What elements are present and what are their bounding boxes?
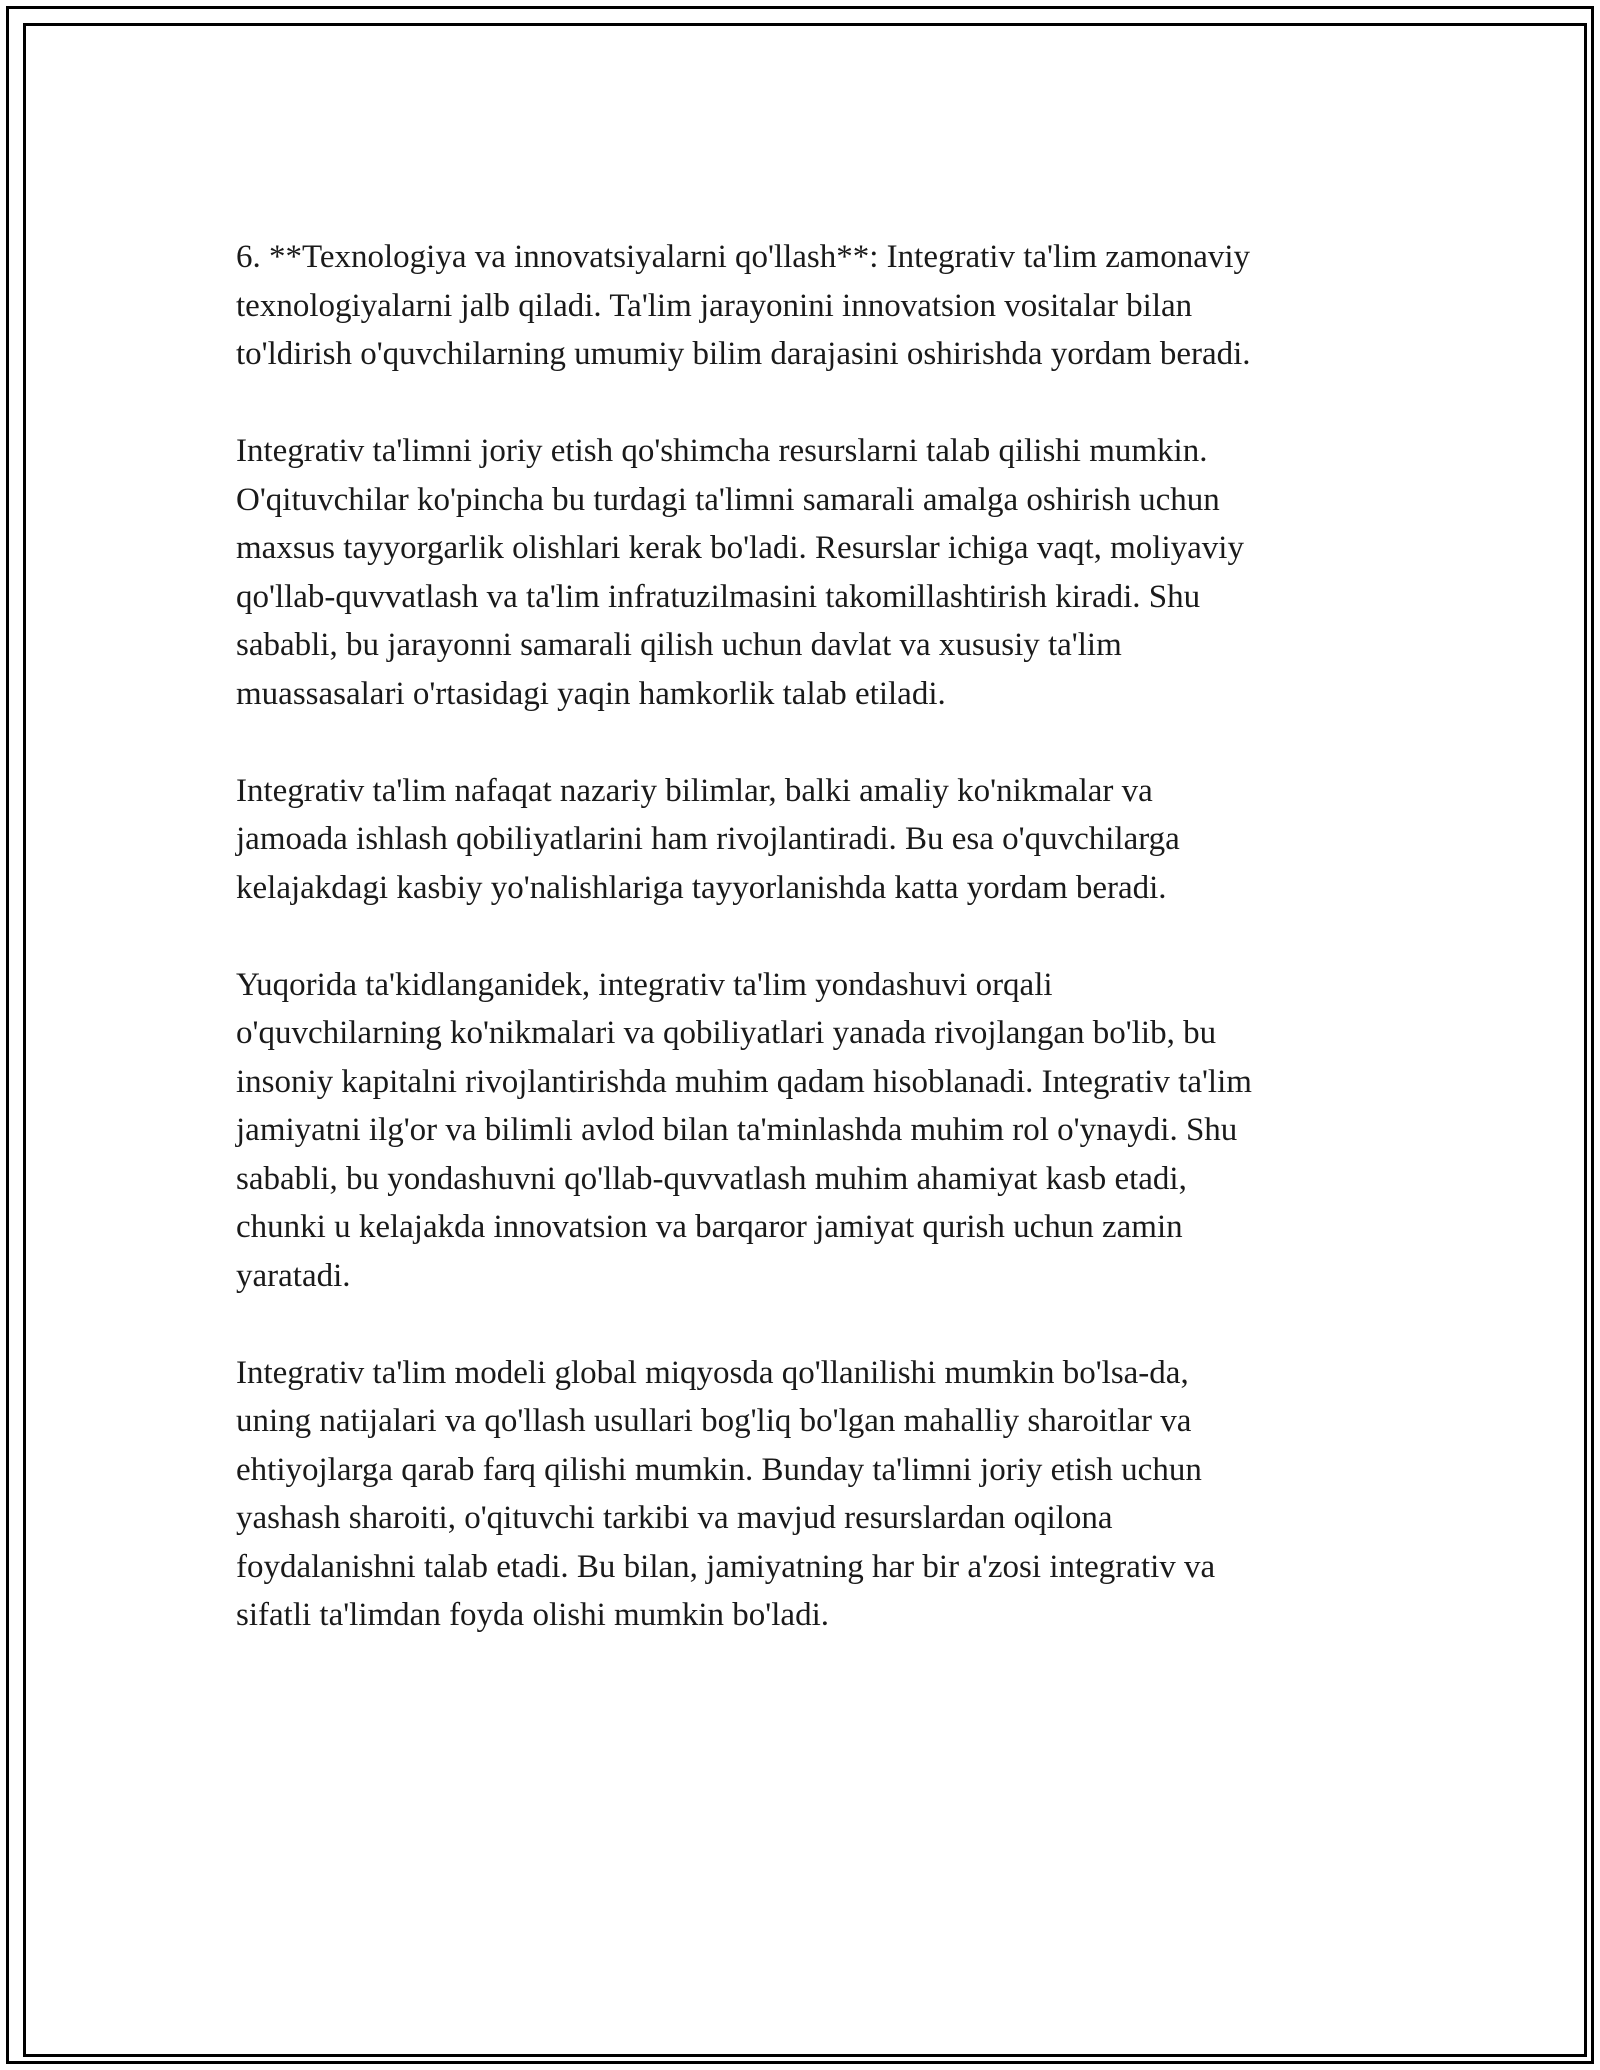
- paragraph-practical-skills: Integrativ ta'lim nafaqat nazariy bilimlar, balki amaliy ko'nikmalar va jamoada ishlash qobiliyatlarini ham rivojlantiradi. Bu esa o'quvchilarga kelajakdagi kasbiy yo'nalishlariga tayyorlanishda katta yordam beradi.: [236, 772, 1180, 906]
- paragraph-resources: Integrativ ta'limni joriy etish qo'shimcha resurslarni talab qilishi mumkin. O'qituvchilar ko'pincha bu turdagi ta'limni samarali amalga oshirish uchun maxsus tayyorgarlik olishlari kerak bo'ladi. Resurslar ichiga vaqt, moliyaviy qo'llab-quvvatlash va ta'lim infratuzilmasini takomillashtirish kiradi. Shu sababli, bu jarayonni samarali qilish uchun davlat va xususiy ta'lim muassasalari o'rtasidagi yaqin hamkorlik talab etiladi.: [236, 433, 1244, 712]
- paragraph-human-capital: Yuqorida ta'kidlanganidek, integrativ ta'lim yondashuvi orqali o'quvchilarning ko'nikmalari va qobiliyatlari yanada rivojlangan bo'lib, bu insoniy kapitalni rivojlantirishda muhim qadam hisoblanadi. Integrativ ta'lim jamiyatni ilg'or va bilimli avlod bilan ta'minlashda muhim rol o'ynaydi. Shu sababli, bu yondashuvni qo'llab-quvvatlash muhim ahamiyat kasb etadi, chunki u kelajakda innovatsion va barqaror jamiyat qurish uchun zamin yaratadi.: [236, 966, 1252, 1294]
- paragraph-global-model: Integrativ ta'lim modeli global miqyosda qo'llanilishi mumkin bo'lsa-da, uning natijalari va qo'llash usullari bog'liq bo'lgan mahalliy sharoitlar va ehtiyojlarga qarab farq qilishi mumkin. Bunday ta'limni joriy etish uchun yashash sharoiti, o'qituvchi tarkibi va mavjud resurslardan oqilona foydalanishni talab etadi. Bu bilan, jamiyatning har bir a'zosi integrativ va sifatli ta'limdan foyda olishi mumkin bo'ladi.: [236, 1354, 1216, 1633]
- document-body: [236, 233, 1376, 1688]
- paragraph-technology-innovation: 6. **Texnologiya va innovatsiyalarni qo'llash**: Integrativ ta'lim zamonaviy texnologiyalarni jalb qiladi. Ta'lim jarayonini innovatsion vositalar bilan to'ldirish o'quvchilarning umumiy bilim darajasini oshirishda yordam beradi.: [236, 239, 1251, 372]
